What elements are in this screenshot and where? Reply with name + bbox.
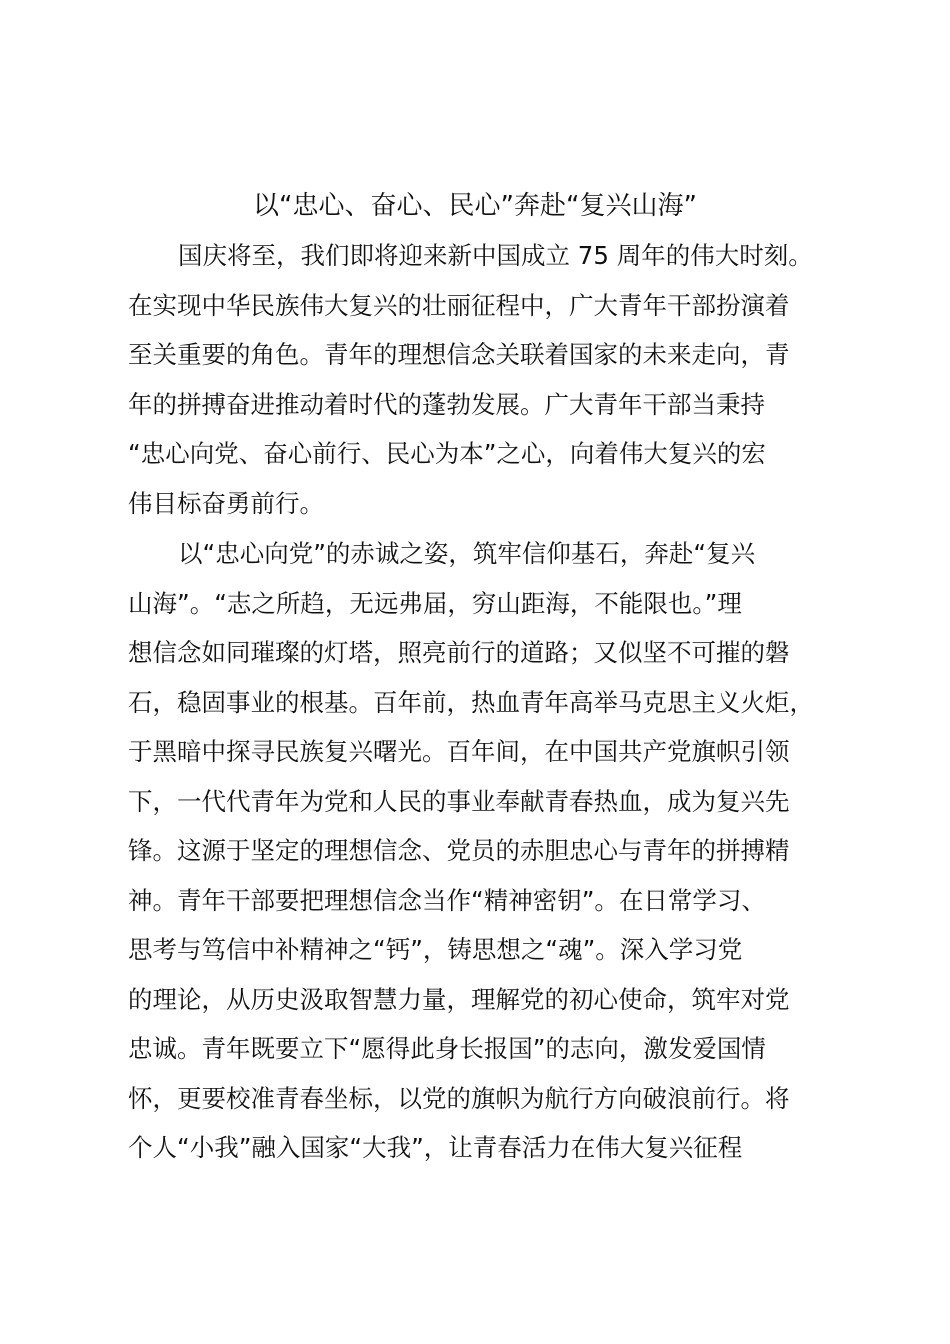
paragraph-line: 锋。这源于坚定的理想信念、党员的赤胆忠心与青年的拼搏精 bbox=[128, 836, 790, 865]
paragraph-line: 石，稳固事业的根基。百年前，热血青年高举马克思主义火炬， bbox=[128, 687, 814, 717]
paragraph-line: 于黑暗中探寻民族复兴曙光。百年间，在中国共产党旗帜引领 bbox=[128, 737, 790, 766]
paragraph-line: 想信念如同璀璨的灯塔，照亮前行的道路；又似坚不可摧的磐 bbox=[128, 638, 790, 667]
paragraph-line: 思考与笃信中补精神之“钙”，铸思想之“魂”。深入学习党 bbox=[128, 935, 743, 964]
paragraph-line: 国庆将至，我们即将迎来新中国成立 75 周年的伟大时刻。 bbox=[178, 241, 813, 270]
paragraph-line: 年的拼搏奋进推动着时代的蓬勃发展。广大青年干部当秉持 bbox=[128, 389, 765, 419]
paragraph-line: 在实现中华民族伟大复兴的壮丽征程中，广大青年干部扮演着 bbox=[128, 290, 790, 320]
paragraph-line: 的理论，从历史汲取智慧力量，理解党的初心使命，筑牢对党 bbox=[128, 984, 790, 1014]
paragraph-line: 以“忠心向党”的赤诚之姿，筑牢信仰基石，奔赴“复兴 bbox=[178, 539, 756, 568]
paragraph-line: “忠心向党、奋心前行、民心为本”之心，向着伟大复兴的宏 bbox=[128, 439, 766, 468]
paragraph-line: 怀，更要校准青春坐标，以党的旗帜为航行方向破浪前行。将 bbox=[128, 1083, 790, 1113]
paragraph-line: 忠诚。青年既要立下“愿得此身长报国”的志向，激发爱国情 bbox=[128, 1034, 766, 1063]
paragraph-line: 个人“小我”融入国家“大我”，让青春活力在伟大复兴征程 bbox=[128, 1133, 743, 1162]
paragraph-1 bbox=[128, 231, 858, 528]
document-title: 以“忠心、奋心、民心”奔赴“复兴山海” bbox=[253, 191, 697, 221]
paragraph-line: 神。青年干部要把理想信念当作“精神密钥”。在日常学习、 bbox=[128, 885, 766, 915]
paragraph-line: 至关重要的角色。青年的理想信念关联着国家的未来走向，青 bbox=[128, 340, 790, 369]
paragraph-2 bbox=[128, 529, 858, 1173]
paragraph-line: 伟目标奋勇前行。 bbox=[128, 488, 324, 518]
paragraph-line: 下，一代代青年为党和人民的事业奉献青春热血，成为复兴先 bbox=[128, 786, 790, 816]
paragraph-line: 山海”。“志之所趋，无远弗届，穷山距海，不能限也。”理 bbox=[128, 588, 742, 618]
